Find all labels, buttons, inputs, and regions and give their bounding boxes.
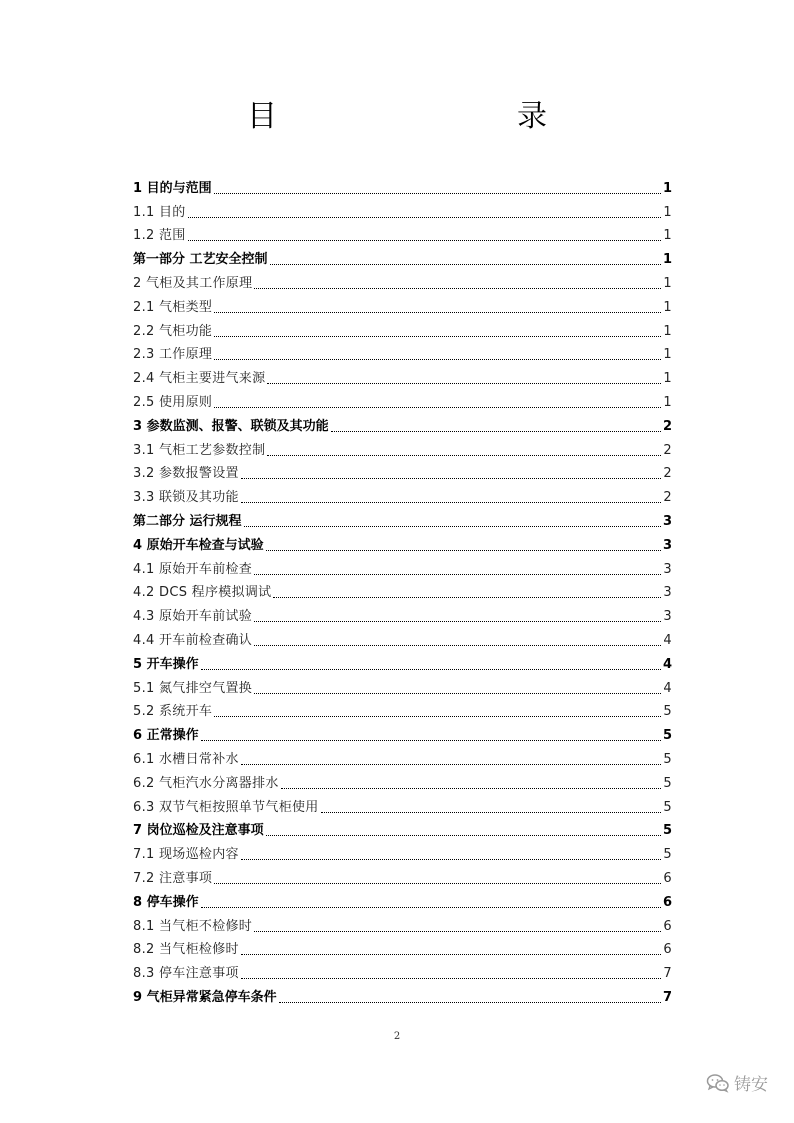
toc-entry-title: 4.3 原始开车前试验 [133, 609, 253, 625]
toc-entry-page: 6 [663, 870, 672, 886]
toc-entry-title: 第一部分 工艺安全控制 [133, 252, 268, 268]
watermark-text: 铸安 [734, 1075, 768, 1095]
toc-entry-page: 4 [663, 680, 672, 696]
toc-entry-title: 1.1 目的 [133, 204, 186, 220]
toc-entry-title: 6.3 双节气柜按照单节气柜使用 [133, 799, 319, 815]
toc-entry-title: 2.2 气柜功能 [133, 323, 213, 339]
toc-entry-title: 8.2 当气柜检修时 [133, 942, 239, 958]
toc-entry[interactable] [133, 483, 672, 507]
toc-dot-leader [254, 620, 661, 622]
toc-dot-leader [273, 596, 661, 598]
toc-entry-page: 1 [663, 371, 672, 387]
toc-entry[interactable] [133, 269, 672, 293]
toc-dot-leader [241, 858, 662, 860]
toc-entry-page: 7 [663, 966, 672, 982]
toc-entry-page: 5 [663, 704, 672, 720]
toc-entry-title: 4.2 DCS 程序模拟调试 [133, 585, 272, 601]
toc-entry-page: 1 [663, 323, 672, 339]
toc-entry[interactable] [133, 912, 672, 936]
toc-entry-title: 2.4 气柜主要进气来源 [133, 371, 266, 387]
toc-entry-page: 7 [662, 989, 672, 1005]
toc-entry-title: 7.1 现场巡检内容 [133, 847, 239, 863]
toc-entry-title: 6 正常操作 [133, 728, 199, 744]
toc-dot-leader [270, 263, 661, 265]
toc-dot-leader [201, 739, 661, 741]
toc-entry[interactable] [133, 555, 672, 579]
toc-entry-page: 1 [663, 204, 672, 220]
toc-entry[interactable] [133, 959, 672, 983]
toc-entry-page: 3 [663, 561, 672, 577]
toc-dot-leader [266, 549, 661, 551]
toc-entry[interactable] [133, 698, 672, 722]
wechat-icon [706, 1073, 730, 1093]
toc-entry[interactable] [133, 983, 672, 1007]
toc-entry-title: 8.3 停车注意事项 [133, 966, 239, 982]
toc-dot-leader [281, 787, 662, 789]
toc-dot-leader [241, 501, 662, 503]
toc-entry-page: 1 [663, 275, 672, 291]
toc-entry-page: 5 [663, 751, 672, 767]
toc-entry-title: 8 停车操作 [133, 894, 199, 910]
toc-entry-page: 3 [663, 609, 672, 625]
toc-dot-leader [266, 834, 661, 836]
toc-entry[interactable] [133, 579, 672, 603]
toc-entry[interactable] [133, 198, 672, 222]
toc-entry[interactable] [133, 793, 672, 817]
toc-entry-title: 8.1 当气柜不检修时 [133, 918, 253, 934]
toc-entry[interactable] [133, 888, 672, 912]
toc-entry[interactable] [133, 864, 672, 888]
toc-dot-leader [201, 906, 661, 908]
toc-entry[interactable] [133, 817, 672, 841]
toc-entry-page: 6 [662, 894, 672, 910]
toc-entry-title: 6.1 水槽日常补水 [133, 751, 239, 767]
toc-dot-leader [267, 382, 661, 384]
toc-entry-page: 2 [662, 418, 672, 434]
toc-entry-page: 4 [663, 632, 672, 648]
toc-dot-leader [188, 239, 662, 241]
toc-entry-page: 1 [663, 347, 672, 363]
toc-entry-page: 1 [662, 180, 672, 196]
toc-entry[interactable] [133, 460, 672, 484]
toc-entry-title: 4.1 原始开车前检查 [133, 561, 253, 577]
toc-dot-leader [267, 454, 661, 456]
toc-entry-title: 第二部分 运行规程 [133, 513, 242, 529]
watermark [706, 1070, 768, 1095]
toc-entry-title: 2.3 工作原理 [133, 347, 213, 363]
toc-entry-page: 6 [663, 918, 672, 934]
toc-entry-page: 6 [663, 942, 672, 958]
toc-dot-leader [214, 406, 661, 408]
toc-entry[interactable] [133, 769, 672, 793]
table-of-contents [133, 174, 672, 1007]
toc-dot-leader [241, 477, 662, 479]
toc-entry-title: 1 目的与范围 [133, 180, 212, 196]
toc-entry-page: 2 [663, 442, 672, 458]
toc-entry-page: 3 [663, 585, 672, 601]
toc-entry[interactable] [133, 341, 672, 365]
toc-entry[interactable] [133, 745, 672, 769]
toc-entry[interactable] [133, 840, 672, 864]
toc-entry[interactable] [133, 602, 672, 626]
toc-dot-leader [241, 977, 662, 979]
toc-entry[interactable] [133, 317, 672, 341]
toc-entry[interactable] [133, 507, 672, 531]
toc-entry[interactable] [133, 412, 672, 436]
toc-entry[interactable] [133, 293, 672, 317]
toc-entry-title: 2.1 气柜类型 [133, 299, 213, 315]
toc-entry-page: 1 [663, 228, 672, 244]
toc-dot-leader [214, 192, 661, 194]
toc-entry-title: 3.2 参数报警设置 [133, 466, 239, 482]
toc-entry-title: 4 原始开车检查与试验 [133, 537, 264, 553]
toc-entry-page: 2 [663, 466, 672, 482]
toc-dot-leader [188, 216, 662, 218]
toc-dot-leader [254, 930, 661, 932]
toc-entry-page: 1 [663, 394, 672, 410]
toc-entry[interactable] [133, 364, 672, 388]
toc-entry-title: 4.4 开车前检查确认 [133, 632, 253, 648]
toc-entry-title: 3.3 联锁及其功能 [133, 490, 239, 506]
toc-dot-leader [241, 763, 662, 765]
toc-entry-title: 2.5 使用原则 [133, 394, 213, 410]
toc-entry[interactable] [133, 936, 672, 960]
toc-entry-page: 3 [662, 513, 672, 529]
toc-entry[interactable] [133, 174, 672, 198]
toc-entry-title: 3 参数监测、报警、联锁及其功能 [133, 418, 329, 434]
toc-entry-page: 5 [662, 728, 672, 744]
toc-dot-leader [201, 668, 661, 670]
toc-entry-title: 7 岗位巡检及注意事项 [133, 823, 264, 839]
toc-entry-title: 1.2 范围 [133, 228, 186, 244]
toc-entry-page: 5 [663, 847, 672, 863]
toc-entry-page: 4 [662, 656, 672, 672]
toc-entry-title: 7.2 注意事项 [133, 870, 213, 886]
toc-dot-leader [279, 1001, 661, 1003]
toc-dot-leader [254, 287, 661, 289]
toc-entry[interactable] [133, 626, 672, 650]
toc-entry-page: 3 [662, 537, 672, 553]
toc-entry-page: 1 [662, 252, 672, 268]
toc-entry-page: 5 [662, 823, 672, 839]
toc-entry-page: 2 [663, 490, 672, 506]
toc-entry[interactable] [133, 388, 672, 412]
toc-entry-title: 3.1 气柜工艺参数控制 [133, 442, 266, 458]
toc-entry-page: 1 [663, 299, 672, 315]
toc-dot-leader [214, 311, 661, 313]
toc-dot-leader [321, 811, 662, 813]
toc-entry[interactable] [133, 531, 672, 555]
toc-entry[interactable] [133, 674, 672, 698]
toc-dot-leader [214, 882, 661, 884]
page-number: 2 [393, 1031, 401, 1042]
toc-dot-leader [214, 358, 661, 360]
toc-dot-leader [214, 335, 661, 337]
toc-entry-title: 9 气柜异常紧急停车条件 [133, 989, 277, 1005]
toc-entry[interactable] [133, 650, 672, 674]
toc-entry-page: 5 [663, 799, 672, 815]
toc-entry-page: 5 [663, 775, 672, 791]
toc-dot-leader [254, 692, 661, 694]
toc-entry[interactable] [133, 245, 672, 269]
toc-entry-title: 5 开车操作 [133, 656, 199, 672]
toc-entry-title: 5.1 氮气排空气置换 [133, 680, 253, 696]
toc-dot-leader [254, 644, 661, 646]
toc-dot-leader [254, 573, 661, 575]
toc-entry[interactable] [133, 721, 672, 745]
toc-entry-title: 5.2 系统开车 [133, 704, 213, 720]
toc-dot-leader [331, 430, 661, 432]
toc-dot-leader [214, 715, 661, 717]
toc-entry[interactable] [133, 436, 672, 460]
toc-entry[interactable] [133, 222, 672, 246]
toc-entry-title: 6.2 气柜汽水分离器排水 [133, 775, 279, 791]
toc-entry-title: 2 气柜及其工作原理 [133, 275, 253, 291]
toc-dot-leader [241, 953, 662, 955]
toc-dot-leader [244, 525, 661, 527]
document-title: 目 录 [247, 99, 607, 134]
